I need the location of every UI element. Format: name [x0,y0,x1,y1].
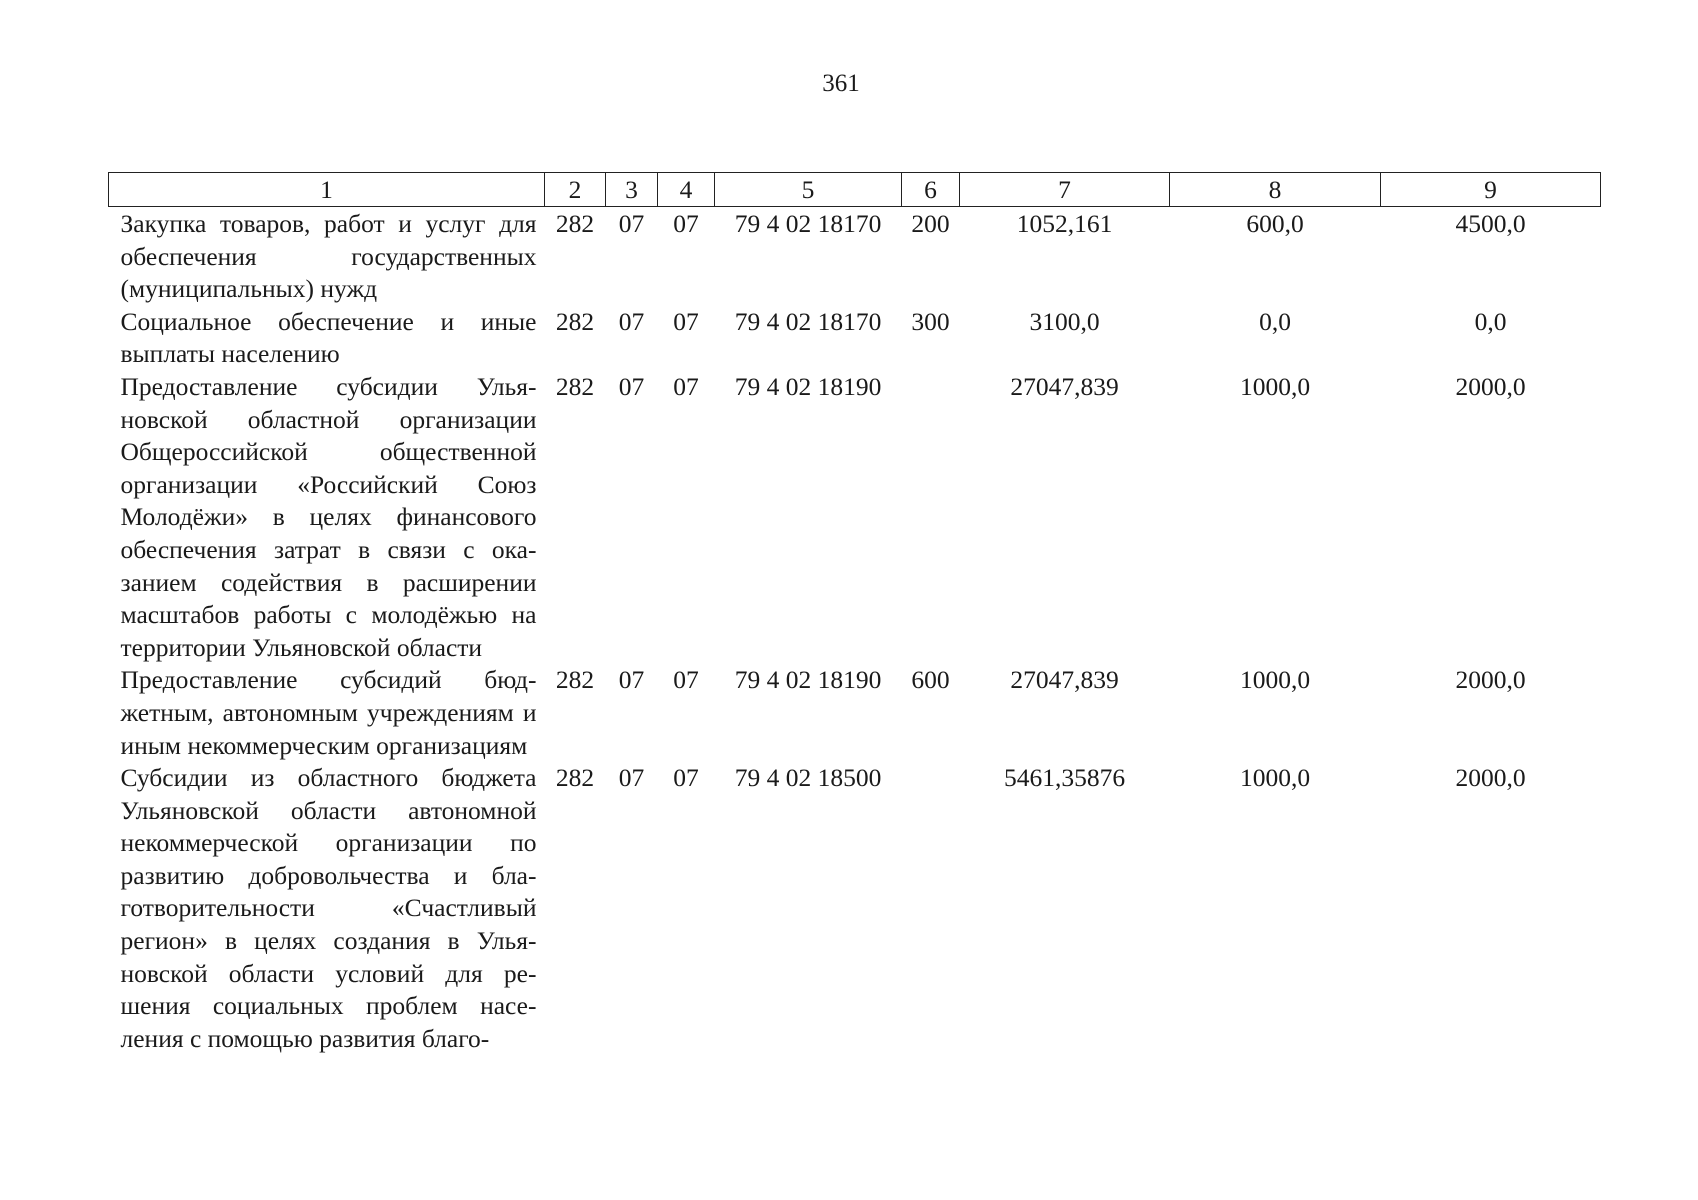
row-col-9: 4500,0 [1455,209,1526,238]
table-header [109,173,1601,207]
row-col-9: 0,0 [1474,306,1507,336]
row-description: Предоставление субсидии Ульяновской областной организации Общероссийской общественной организации «Российский Союз Молодёжи» в целях финансового обеспечения затрат в связи с оказанием содействия в расширении масштабов работы с молодёжью на территории Ульяновской области [120,371,537,662]
table-row [109,664,1601,762]
row-col-8: 1000,0 [1239,763,1311,793]
row-description: Субсидии из областного бюджета Ульяновской области автономной некоммерческой организации по развитию добровольчества и благотворительности «Счастливый регион» в целях создания в Ульяновской области условий для решения социальных проблем населения с помощью развития благо- [120,763,537,1053]
header-col-2: 2 [545,173,606,207]
table-row [109,207,1601,306]
row-col-8: 0,0 [1259,306,1291,336]
row-col-3: 07 [618,763,645,793]
row-col-6: 600 [911,665,950,695]
header-col-6: 6 [902,173,960,207]
row-description: Закупка товаров, работ и услуг для обеспечения государственных (муниципальных) нужд [120,209,537,304]
row-description: Социальное обеспечение и иные выплаты населению [120,306,537,369]
row-col-5: 79 4 02 18170 [734,306,882,336]
header-col-1: 1 [109,173,545,207]
table-row [109,762,1601,1055]
row-col-7: 5461,35876 [1003,763,1126,793]
row-description: Предоставление субсидий бюджетным, автономным учреждениям и иным некоммерческим организациям [120,665,537,760]
row-col-2: 282 [555,371,595,401]
header-col-7: 7 [960,173,1170,207]
row-col-4: 07 [673,306,699,336]
header-col-4: 4 [658,173,715,207]
row-col-5: 79 4 02 18500 [734,763,882,793]
row-col-5: 79 4 02 18190 [734,665,882,695]
row-col-6 [902,762,960,1055]
row-col-2: 282 [555,306,595,336]
header-col-9: 9 [1381,173,1601,207]
table-row [109,306,1601,371]
row-col-9: 2000,0 [1455,665,1526,695]
header-col-8: 8 [1170,173,1381,207]
row-col-3: 07 [618,209,645,238]
row-col-2: 282 [555,209,595,238]
row-col-2: 282 [555,763,595,793]
row-col-8: 1000,0 [1239,665,1311,695]
row-col-6: 200 [911,209,950,238]
row-col-2: 282 [555,665,595,695]
row-col-3: 07 [618,306,645,336]
row-col-4: 07 [673,763,699,793]
row-col-4: 07 [673,371,699,401]
page-number: 361 [822,70,860,97]
row-col-3: 07 [618,371,645,401]
row-col-8: 1000,0 [1239,371,1311,401]
row-col-6 [902,371,960,664]
row-col-4: 07 [673,209,699,238]
row-col-5: 79 4 02 18170 [734,209,882,238]
row-col-7: 27047,839 [1010,665,1119,695]
row-col-7: 27047,839 [1010,371,1119,401]
header-col-5: 5 [715,173,902,207]
header-col-3: 3 [606,173,658,207]
row-col-7: 3100,0 [1029,306,1100,336]
row-col-9: 2000,0 [1455,763,1526,793]
row-col-3: 07 [618,665,645,695]
header-row [109,173,1601,207]
row-col-5: 79 4 02 18190 [734,371,882,401]
row-col-6: 300 [911,306,950,336]
row-col-8: 600,0 [1246,209,1304,238]
row-col-7: 1052,161 [1016,209,1113,238]
row-col-4: 07 [673,665,699,695]
row-col-9: 2000,0 [1455,371,1526,401]
table-row [109,371,1601,664]
table-body [109,207,1601,1056]
budget-table [108,172,1601,1055]
